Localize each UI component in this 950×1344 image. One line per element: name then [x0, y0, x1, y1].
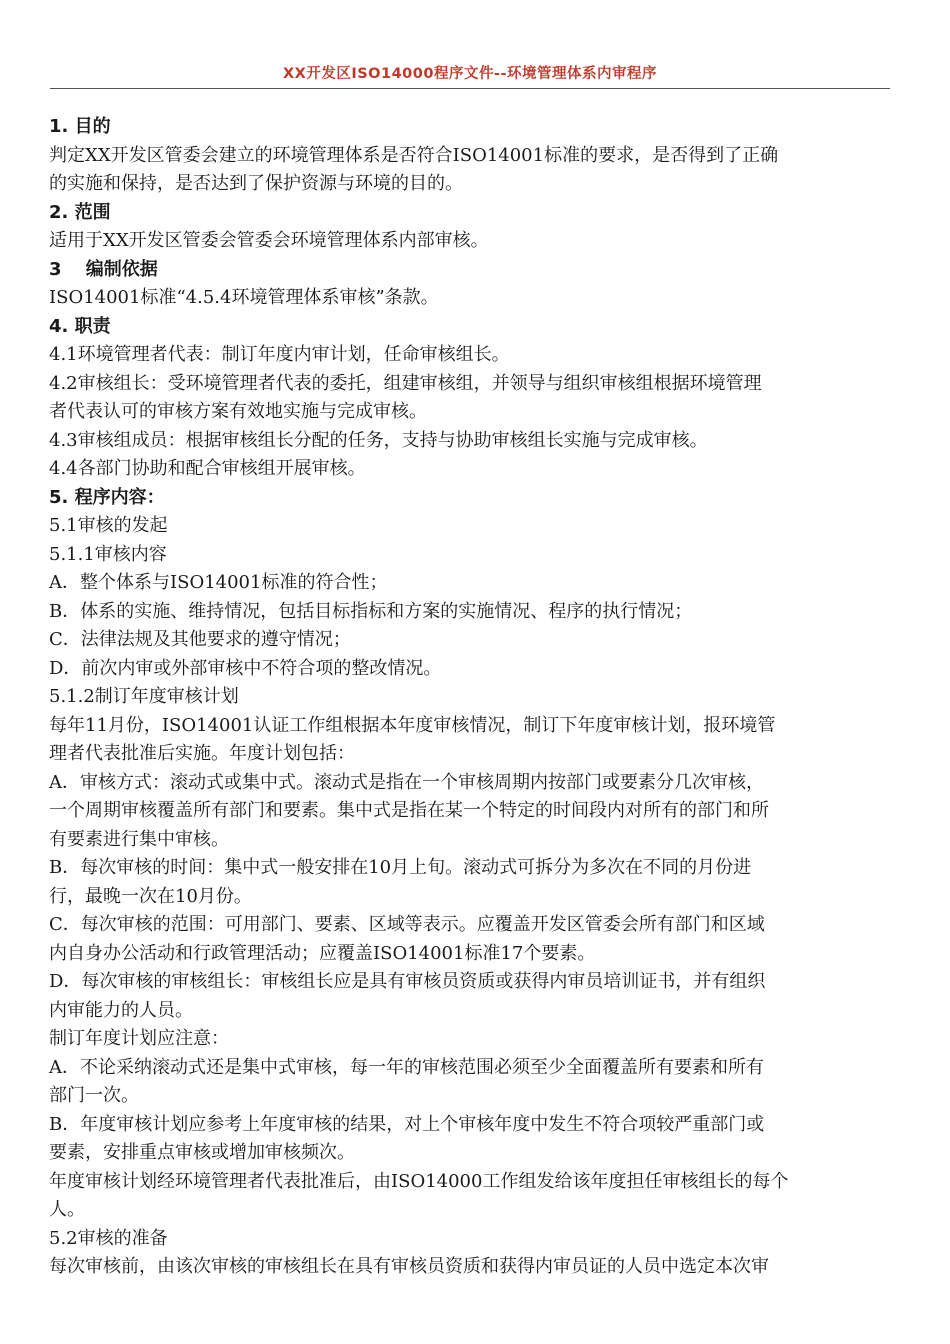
body-text-line: 理者代表批准后实施。年度计划包括：: [49, 743, 355, 764]
body-text-line: 内自身办公活动和行政管理活动；应覆盖ISO14001标准17个要素。: [49, 942, 596, 964]
header-divider: [50, 88, 890, 89]
body-text-line: 的实施和保持，是否达到了保护资源与环境的目的。: [49, 173, 463, 194]
body-text-line: 5.1审核的发起: [49, 515, 168, 536]
body-text-line: C．法律法规及其他要求的遵守情况；: [49, 629, 351, 650]
section-heading: 5. 程序内容：: [49, 486, 165, 508]
body-text-line: 年度审核计划经环境管理者代表批准后，由ISO14000工作组发给该年度担任审核组长的每个: [49, 1170, 789, 1192]
body-text-line: 要素，安排重点审核或增加审核频次。: [49, 1142, 355, 1163]
page-header-title: XX开发区ISO14000程序文件--环境管理体系内审程序: [282, 66, 657, 82]
body-text-line: 4.4各部门协助和配合审核组开展审核。: [49, 458, 366, 479]
section-heading: 3 编制依据: [49, 258, 158, 280]
body-text-line: 行，最晚一次在10月份。: [49, 885, 252, 907]
body-text-line: A．不论采纳滚动式还是集中式审核，每一年的审核范围必须至少全面覆盖所有要素和所有: [49, 1056, 764, 1078]
body-text-line: 5.2审核的准备: [49, 1227, 168, 1249]
body-text-line: 每年11月份，ISO14001认证工作组根据本年度审核情况，制订下年度审核计划，报环境管: [49, 714, 776, 736]
body-text-line: D．前次内审或外部审核中不符合项的整改情况。: [49, 657, 442, 679]
body-text-line: 一个周期审核覆盖所有部门和要素。集中式是指在某一个特定的时间段内对所有的部门和所: [49, 800, 769, 821]
body-text-line: 4.1环境管理者代表：制订年度内审计划，任命审核组长。: [49, 344, 510, 365]
body-text-line: 判定XX开发区管委会建立的环境管理体系是否符合ISO14001标准的要求，是否得到了正确: [49, 144, 779, 166]
body-text-line: 人。: [49, 1199, 85, 1220]
body-text-line: B．每次审核的时间：集中式一般安排在10月上旬。滚动式可拆分为多次在不同的月份进: [49, 857, 752, 878]
body-text-line: ISO14001标准“4.5.4环境管理体系审核”条款。: [49, 287, 439, 308]
body-text-line: 者代表认可的审核方案有效地实施与完成审核。: [49, 401, 427, 422]
body-text-line: B．体系的实施、维持情况，包括目标指标和方案的实施情况、程序的执行情况；: [49, 600, 693, 622]
body-text-line: 4.3审核组成员：根据审核组长分配的任务，支持与协助审核组长实施与完成审核。: [49, 429, 708, 451]
section-heading: 2. 范围: [49, 201, 111, 223]
body-text-line: 5.1.2制订年度审核计划: [49, 686, 239, 707]
section-heading: 1. 目的: [49, 116, 111, 137]
body-text-line: B．年度审核计划应参考上年度审核的结果，对上个审核年度中发生不符合项较严重部门或: [49, 1113, 765, 1135]
body-text-line: 部门一次。: [49, 1085, 139, 1106]
body-text-line: 有要素进行集中审核。: [49, 828, 229, 850]
body-text-line: A．审核方式：滚动式或集中式。滚动式是指在一个审核周期内按部门或要素分几次审核，: [49, 771, 764, 793]
document-body: [49, 113, 894, 1282]
body-text-line: 适用于XX开发区管委会管委会环境管理体系内部审核。: [49, 230, 489, 251]
body-text-line: 内审能力的人员。: [49, 999, 193, 1021]
body-text-line: 每次审核前，由该次审核的审核组长在具有审核员资质和获得内审员证的人员中选定本次审: [49, 1256, 769, 1277]
body-text-line: 4.2审核组长：受环境管理者代表的委托，组建审核组，并领导与组织审核组根据环境管理: [49, 372, 762, 394]
body-text-line: 5.1.1审核内容: [49, 543, 167, 565]
body-text-line: A．整个体系与ISO14001标准的符合性；: [49, 572, 388, 593]
body-text-line: D．每次审核的审核组长：审核组长应是具有审核员资质或获得内审员培训证书，并有组织: [49, 971, 766, 992]
body-text-line: C．每次审核的范围：可用部门、要素、区域等表示。应覆盖开发区管委会所有部门和区域: [49, 914, 765, 935]
body-text-line: 制订年度计划应注意：: [49, 1028, 229, 1049]
section-heading: 4. 职责: [49, 315, 111, 337]
